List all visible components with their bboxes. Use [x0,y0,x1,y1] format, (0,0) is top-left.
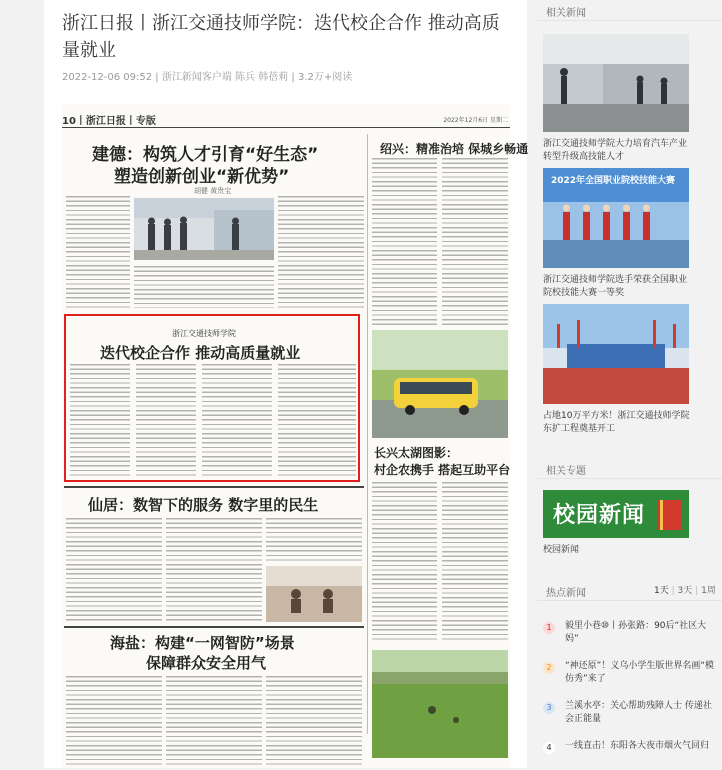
section-rule [64,626,364,628]
topic-banner-text: 校园新闻 [553,503,646,528]
paper-text-block [202,364,272,476]
paper-photo-bus [372,330,508,438]
hot-news-text[interactable]: “神还原”！义乌小学生版世界名画“模仿秀”来了 [565,661,714,684]
hot-news-title: 热点新闻 [546,588,586,599]
article-date: 2022-12-06 09:52 [62,72,153,83]
column-rule [367,134,368,734]
related-news-banner-text: 2022年全国职业院校技能大赛 [551,176,676,186]
paper-text-block [70,364,130,476]
paper-text-block [266,518,362,562]
hot-news-text[interactable]: 一线直击！东阳各大夜市烟火气回归 [565,741,710,751]
paper-headline-shaoxing: 绍兴：精准治培 保城乡畅通 [380,142,529,156]
paper-text-block [134,266,274,308]
paper-text-block [66,518,162,622]
article-panel [44,0,527,768]
paper-text-block [372,482,437,642]
paper-text-block [442,158,508,328]
related-news-caption-2[interactable]: 浙江交通技师学院选手荣获全国职业院校技能大赛一等奖 [543,275,688,298]
hot-news-item[interactable] [543,740,713,770]
paper-byline-jiande: 胡健 黄贵宝 [194,187,232,195]
feature-school-label: 浙江交通技师学院 [172,329,236,338]
paper-headline-xianju: 仙居：数智下的服务 数字里的民生 [88,496,319,514]
hot-news-item[interactable] [543,660,713,690]
paper-headline-haiyan-2: 保障群众安全用气 [146,654,267,672]
section-rule [64,486,364,488]
article-reads: 3.2万+阅读 [297,72,353,83]
paper-text-block [278,196,364,308]
paper-text-block [266,676,362,768]
hot-news-text[interactable]: 兰溪水亭：关心帮助残障人士 传递社会正能量 [565,701,712,724]
article-authors: 陈兵 韩蓓莉 [235,72,289,83]
related-news-caption-1[interactable]: 浙江交通技师学院大力培育汽车产业转型升级高技能人才 [543,139,688,162]
related-news-image-3[interactable] [543,304,689,404]
paper-date: 2022年12月6日 星期二 [443,117,508,124]
highlight-box-feature[interactable] [64,314,360,482]
paper-text-block [66,676,162,768]
book-icon [655,496,685,532]
tab-3days[interactable]: 3天 [677,586,693,596]
paper-photo-jiande [134,198,274,260]
paper-headline-changxing-2: 村企农携手 搭起互助平台 [374,463,511,477]
hot-rank-badge: 2 [543,662,555,674]
hot-news-text[interactable]: 毅里小巷⑩丨孙张路：90后“社区大妈” [565,621,707,644]
paper-text-block [442,482,508,642]
article-source[interactable]: 浙江新闻客户端 [161,72,232,83]
hot-rank-badge: 3 [543,702,555,714]
related-news-caption-3[interactable]: 占地10万平方米！浙江交通技师学院东扩工程奠基开工 [543,411,690,434]
related-news-image-2[interactable] [543,168,689,268]
paper-photo-field [372,650,508,758]
paper-headline-jiande-1: 建德：构筑人才引育“好生态” [92,145,319,165]
article-title: 浙江日报丨浙江交通技师学院：迭代校企合作 推动高质量就业 [62,13,500,61]
paper-photo-xianju [266,566,362,622]
paper-text-block [372,158,437,328]
paper-header [62,110,510,128]
paper-text-block [66,196,130,308]
hot-rank-badge: 1 [543,622,555,634]
topic-caption[interactable]: 校园新闻 [543,545,580,555]
hot-news-tabs: 1天 | 3天 | 1周 [654,586,716,596]
tab-1week[interactable]: 1周 [701,586,716,596]
article-meta: 2022-12-06 09:52 | 浙江新闻客户端 陈兵 韩蓓莉 | 3.2万+阅读 [62,72,353,83]
paper-headline-changxing-1: 长兴太湖图影： [374,446,459,460]
paper-text-block [166,518,262,622]
paper-text-block [136,364,196,476]
paper-headline-jiande-2: 塑造创新创业“新优势” [114,167,290,187]
newspaper-page-image[interactable] [62,104,529,768]
divider [537,478,722,479]
feature-title: 迭代校企合作 推动高质量就业 [100,344,301,362]
related-news-title: 相关新闻 [546,8,586,19]
paper-page-number: 10丨浙江日报丨专版 [62,116,156,127]
paper-text-block [166,676,262,768]
divider [537,600,722,601]
hot-news-item[interactable] [543,620,713,650]
hot-news-item[interactable] [543,700,713,730]
related-news-image-1[interactable] [543,34,689,132]
related-topics-title: 相关专题 [546,466,586,477]
paper-headline-haiyan-1: 海盐：构建“一网智防”场景 [110,634,295,652]
paper-text-block [278,364,356,476]
hot-rank-badge: 4 [543,742,555,754]
topic-banner-campus-news[interactable] [543,490,689,538]
tab-1day[interactable]: 1天 [654,586,669,596]
divider [537,20,722,21]
